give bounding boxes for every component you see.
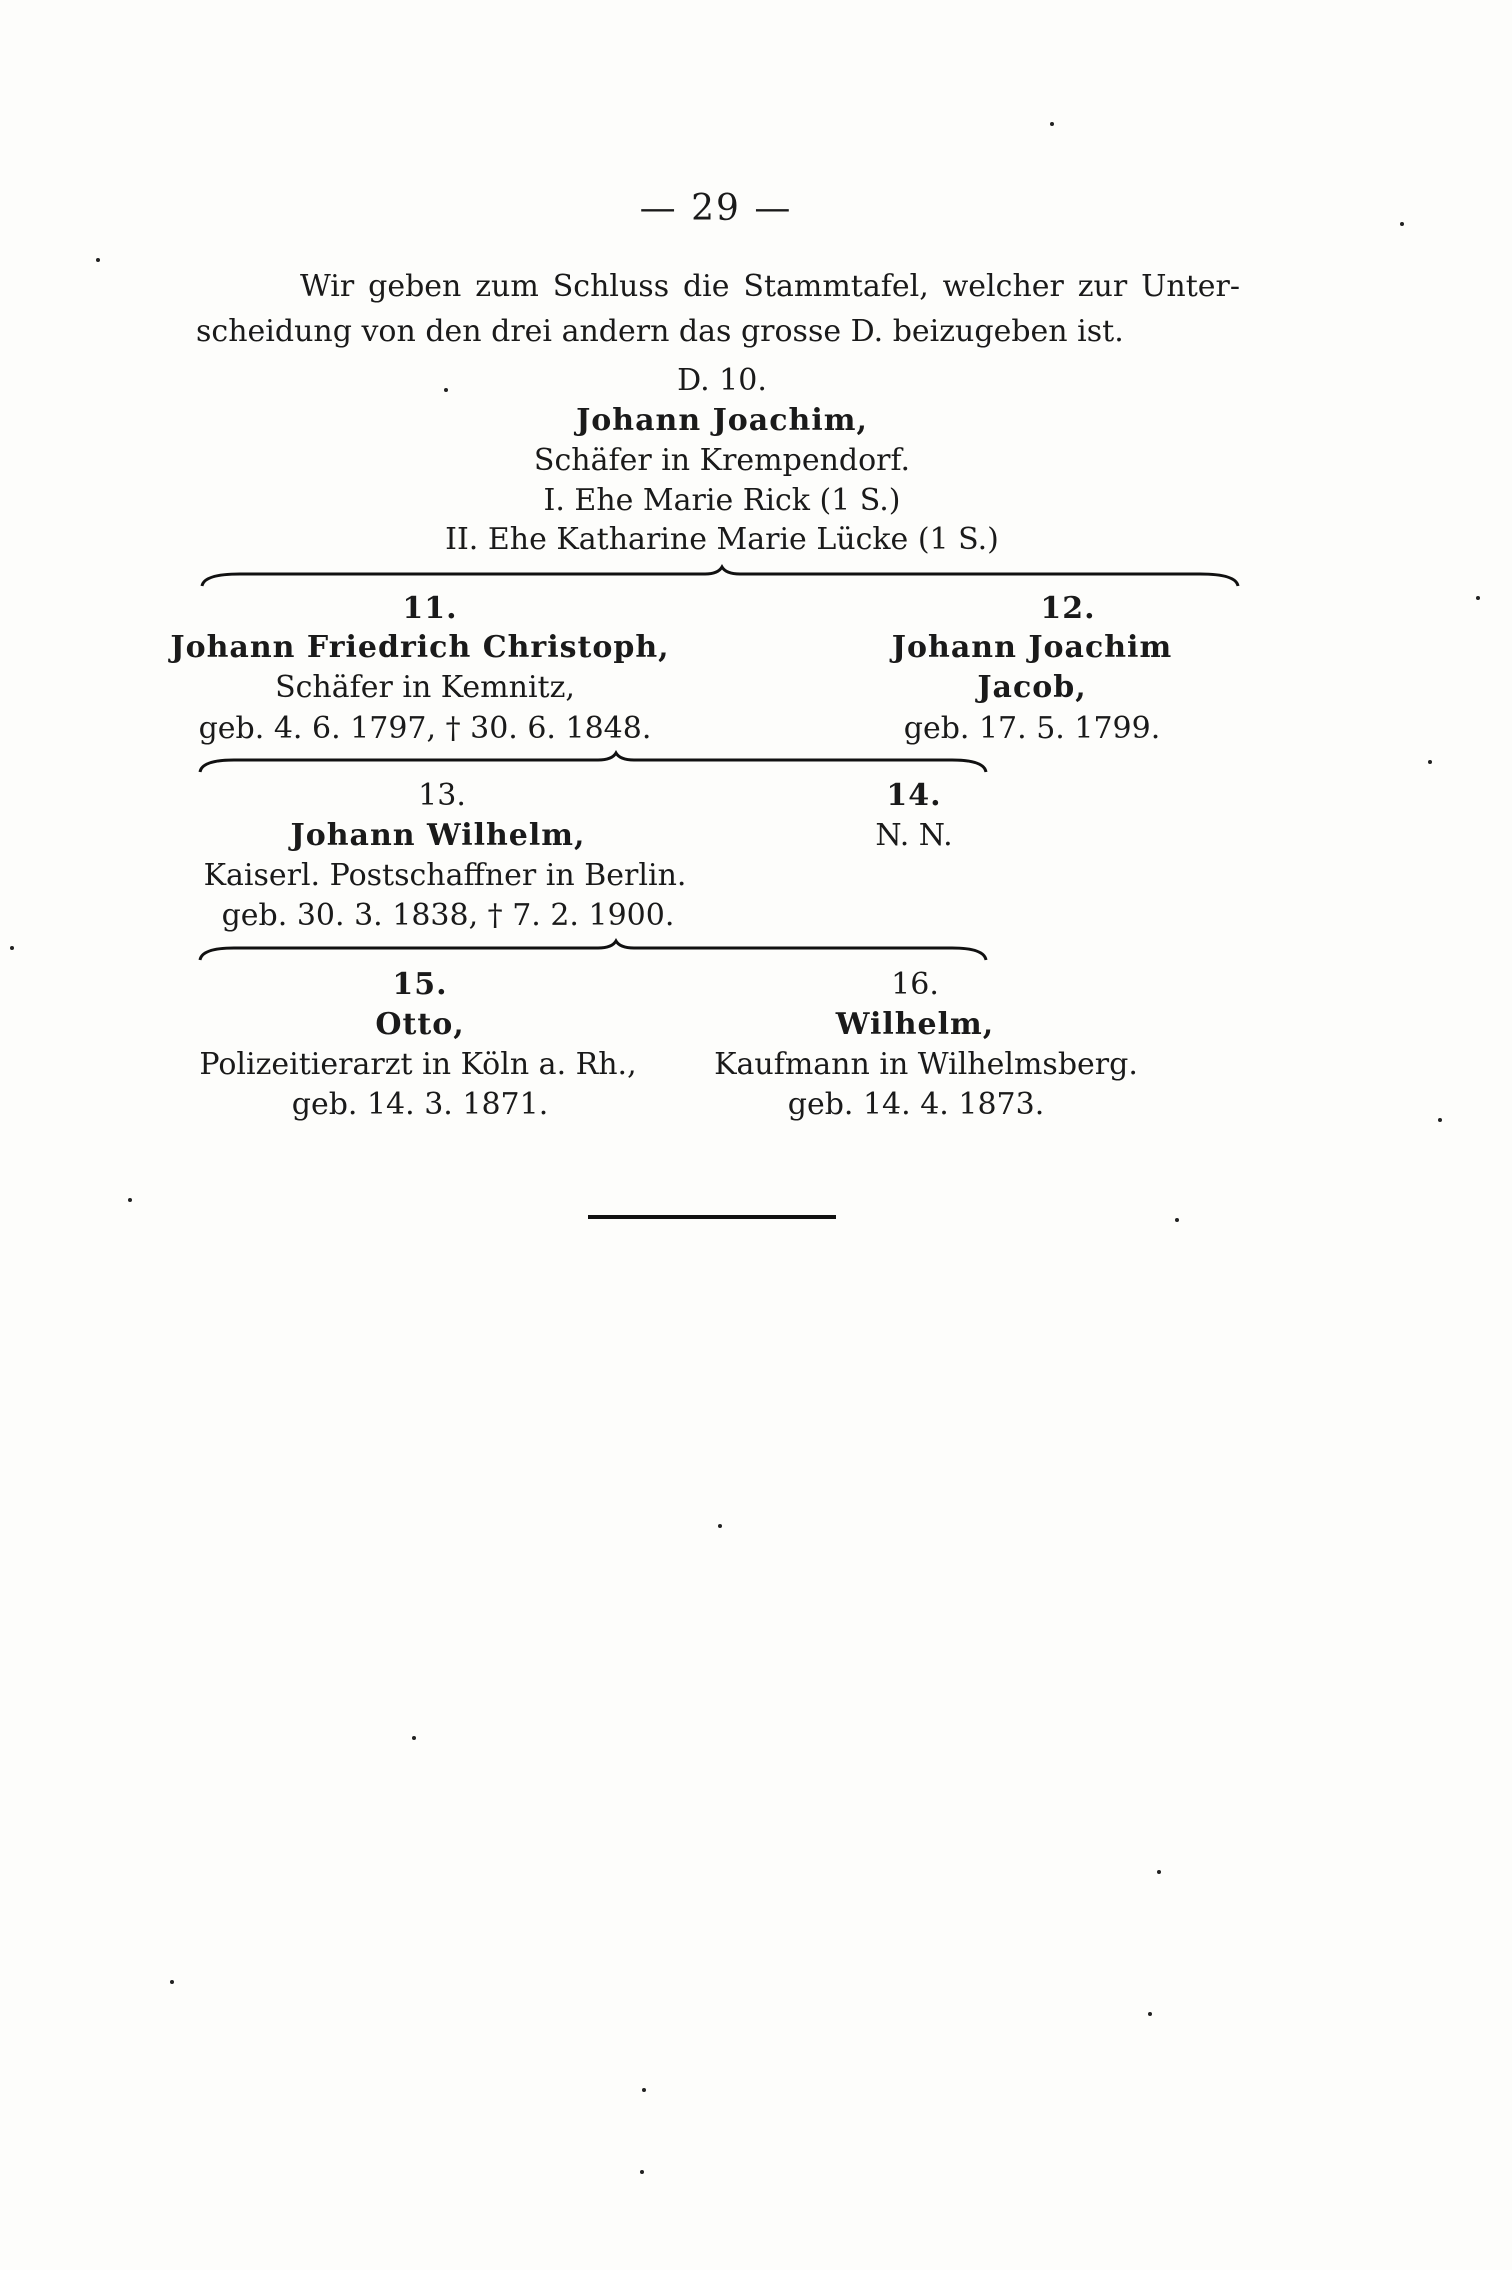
- scan-speck: [718, 1524, 722, 1528]
- scan-speck: [1400, 222, 1404, 226]
- scan-speck: [170, 1980, 174, 1984]
- person-15-dates: geb. 14. 3. 1871.: [291, 1087, 549, 1122]
- person-15-occupation: Polizeitierarzt in Köln a. Rh.,: [199, 1047, 637, 1082]
- person-12-dates: geb. 17. 5. 1799.: [903, 711, 1161, 746]
- page-number: — 29 —: [639, 188, 793, 229]
- genealogy-brace-2: [198, 752, 990, 776]
- person-11-dates: geb. 4. 6. 1797, † 30. 6. 1848.: [198, 711, 652, 746]
- person-15-number: 15.: [392, 967, 448, 1002]
- scan-speck: [1438, 1118, 1442, 1122]
- scan-speck: [642, 2088, 646, 2092]
- intro-line-1: Wir geben zum Schluss die Stammtafel, welcher zur Unter-: [300, 269, 1240, 304]
- person-12-name-line-2: Jacob,: [977, 670, 1087, 705]
- scan-speck: [444, 388, 448, 392]
- person-12-number: 12.: [1040, 591, 1096, 626]
- person-16-occupation: Kaufmann in Wilhelmsberg.: [714, 1047, 1138, 1082]
- person-11-occupation: Schäfer in Kemnitz,: [275, 670, 575, 705]
- person-11-number: 11.: [402, 591, 458, 626]
- scan-speck: [96, 258, 100, 262]
- root-occupation: Schäfer in Krempendorf.: [533, 443, 911, 478]
- person-13-occupation: Kaiserl. Postschaffner in Berlin.: [203, 858, 687, 893]
- scan-speck: [1476, 596, 1480, 600]
- scan-speck: [640, 2170, 644, 2174]
- person-12-name-line-1: Johann Joachim: [891, 630, 1173, 665]
- scan-speck: [1157, 1870, 1161, 1874]
- person-16-dates: geb. 14. 4. 1873.: [787, 1087, 1045, 1122]
- person-13-name: Johann Wilhelm,: [290, 818, 586, 853]
- scan-speck: [1148, 2012, 1152, 2016]
- intro-line-2: scheidung von den drei andern das grosse D. beizugeben ist.: [196, 314, 1124, 349]
- person-11-name: Johann Friedrich Christoph,: [170, 630, 670, 665]
- root-marriage-1: I. Ehe Marie Rick (1 S.): [543, 483, 901, 518]
- genealogy-brace-1: [200, 566, 1240, 590]
- scan-speck: [1428, 760, 1432, 764]
- genealogy-brace-3: [198, 940, 990, 964]
- person-15-name: Otto,: [375, 1007, 465, 1042]
- scan-speck: [128, 1198, 132, 1202]
- closing-rule: [588, 1215, 836, 1219]
- person-16-number: 16.: [891, 967, 939, 1002]
- scan-speck: [412, 1736, 416, 1740]
- root-marriage-2: II. Ehe Katharine Marie Lücke (1 S.): [445, 522, 999, 557]
- root-name: Johann Joachim,: [576, 403, 868, 438]
- scan-speck: [1050, 122, 1054, 126]
- person-13-dates: geb. 30. 3. 1838, † 7. 2. 1900.: [221, 898, 675, 933]
- person-16-name: Wilhelm,: [835, 1007, 995, 1042]
- person-14-name: N. N.: [875, 818, 953, 853]
- scan-speck: [1175, 1218, 1179, 1222]
- root-id: D. 10.: [677, 363, 767, 398]
- scan-speck: [10, 946, 14, 950]
- person-14-number: 14.: [886, 778, 942, 813]
- person-13-number: 13.: [418, 778, 466, 813]
